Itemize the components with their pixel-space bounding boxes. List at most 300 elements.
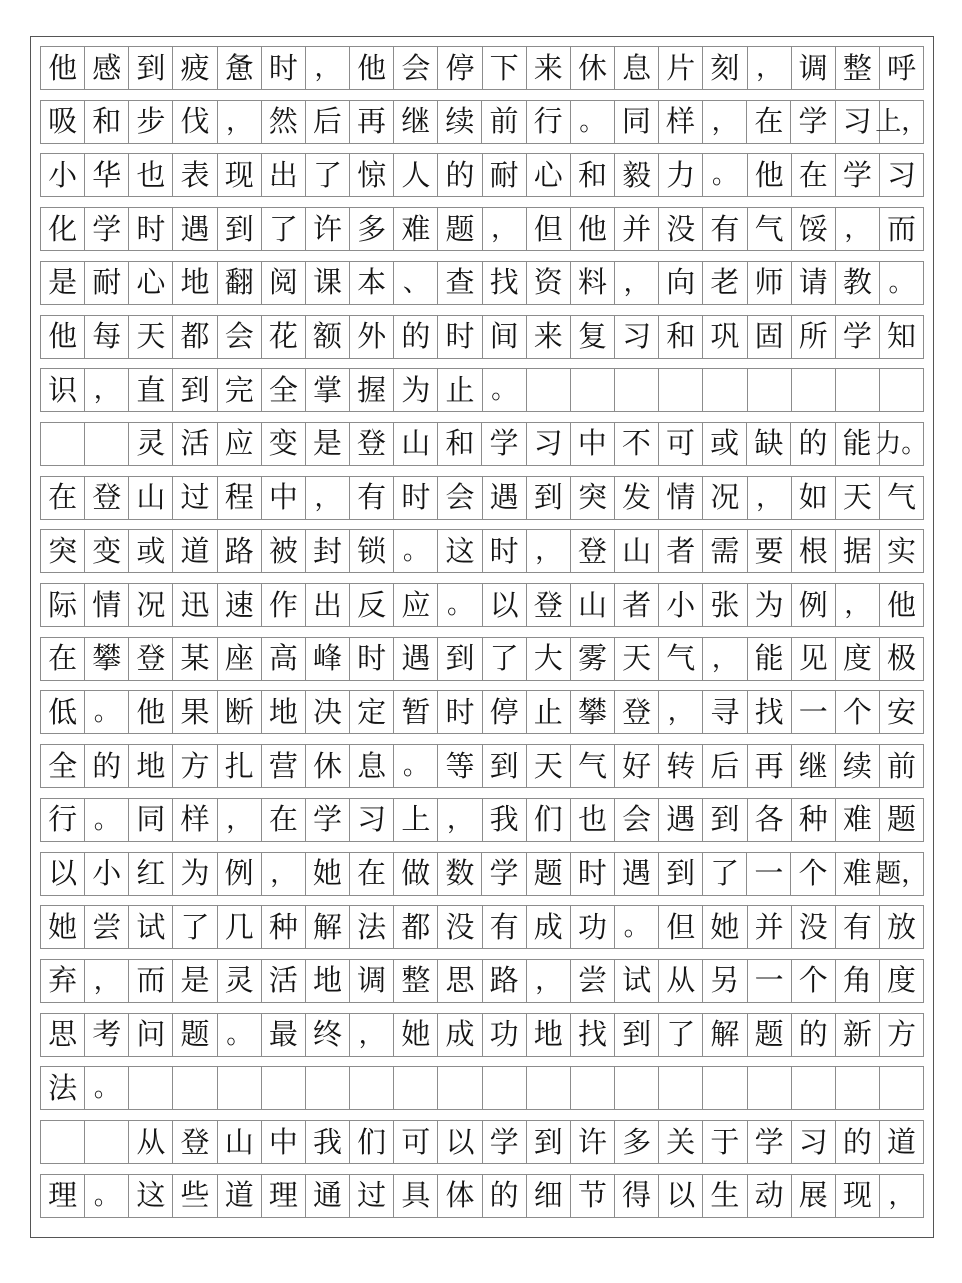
grid-cell: 活 xyxy=(262,960,306,1002)
grid-cell: 完 xyxy=(218,369,262,411)
grid-cell: 这 xyxy=(438,530,482,572)
text-line xyxy=(40,959,924,1003)
grid-cell: 。 xyxy=(880,262,924,304)
grid-cell: 放 xyxy=(880,906,924,948)
grid-cell xyxy=(262,1067,306,1109)
grid-cell: ， xyxy=(85,960,129,1002)
grid-cell: 下 xyxy=(483,47,527,89)
grid-cell: 灵 xyxy=(218,960,262,1002)
grid-cell: 止 xyxy=(438,369,482,411)
grid-cell xyxy=(659,369,703,411)
grid-cell: 没 xyxy=(438,906,482,948)
grid-cell: 。 xyxy=(571,101,615,143)
grid-cell: 雾 xyxy=(571,638,615,680)
grid-cell: 时 xyxy=(438,316,482,358)
grid-cell: 通 xyxy=(306,1175,350,1217)
grid-cell: 气 xyxy=(571,745,615,787)
grid-cell: 她 xyxy=(394,1014,438,1056)
grid-cell: 学 xyxy=(748,1121,792,1163)
grid-cell: 登 xyxy=(571,530,615,572)
grid-cell: 在 xyxy=(41,638,85,680)
grid-cell: 变 xyxy=(262,423,306,465)
grid-cell: 上， xyxy=(880,101,924,143)
grid-cell xyxy=(306,1067,350,1109)
grid-cell: 到 xyxy=(483,745,527,787)
grid-cell: 难 xyxy=(394,208,438,250)
grid-cell: 识 xyxy=(41,369,85,411)
grid-cell xyxy=(880,369,924,411)
grid-cell: 生 xyxy=(703,1175,747,1217)
grid-cell: 天 xyxy=(527,745,571,787)
grid-cell: 可 xyxy=(394,1121,438,1163)
grid-cell: 一 xyxy=(747,853,791,895)
grid-cell xyxy=(880,1067,924,1109)
grid-cell: 许 xyxy=(571,1121,615,1163)
grid-cell: 她 xyxy=(703,906,747,948)
grid-cell: 来 xyxy=(527,316,571,358)
grid-cell: 登 xyxy=(129,638,173,680)
grid-cell: ， xyxy=(527,960,571,1002)
grid-cell: ， xyxy=(306,477,350,519)
grid-cell: 中 xyxy=(262,477,306,519)
grid-cell: 都 xyxy=(173,316,217,358)
grid-cell: 心 xyxy=(527,154,571,196)
text-line xyxy=(40,1013,924,1057)
grid-cell: 有 xyxy=(483,906,527,948)
grid-cell: 中 xyxy=(262,1121,306,1163)
grid-cell: 外 xyxy=(350,316,394,358)
grid-cell: 时 xyxy=(262,47,306,89)
grid-cell: 上 xyxy=(394,799,438,841)
grid-cell: 会 xyxy=(615,799,659,841)
grid-cell: 找 xyxy=(571,1014,615,1056)
text-line xyxy=(40,905,924,949)
grid-cell: 角 xyxy=(836,960,880,1002)
grid-cell: 来 xyxy=(527,47,571,89)
grid-cell: 惫 xyxy=(218,47,262,89)
grid-cell: 在 xyxy=(747,101,791,143)
grid-cell: 等 xyxy=(438,745,482,787)
grid-cell xyxy=(703,369,747,411)
grid-cell: 了 xyxy=(659,1014,703,1056)
grid-cell: ， xyxy=(350,1014,394,1056)
grid-cell: 找 xyxy=(748,691,792,733)
grid-cell: 再 xyxy=(748,745,792,787)
grid-cell: 节 xyxy=(571,1175,615,1217)
text-line xyxy=(40,315,924,359)
grid-cell: 应 xyxy=(394,584,438,626)
grid-cell: 学 xyxy=(482,853,526,895)
grid-cell: 地 xyxy=(129,745,173,787)
grid-cell: 也 xyxy=(571,799,615,841)
grid-cell: 理 xyxy=(41,1175,85,1217)
grid-cell: 花 xyxy=(262,316,306,358)
grid-cell: 从 xyxy=(129,1121,173,1163)
text-line xyxy=(40,46,924,90)
grid-cell: 在 xyxy=(262,799,306,841)
grid-cell: 息 xyxy=(615,47,659,89)
grid-cell: ， xyxy=(306,47,350,89)
grid-cell: ， xyxy=(262,853,306,895)
grid-cell: 和 xyxy=(571,154,615,196)
grid-cell: 的 xyxy=(483,1175,527,1217)
grid-cell: 地 xyxy=(173,262,217,304)
grid-cell: 山 xyxy=(615,530,659,572)
grid-cell: 这 xyxy=(129,1175,173,1217)
grid-cell xyxy=(218,1067,262,1109)
grid-cell: 地 xyxy=(306,960,350,1002)
grid-cell: 行 xyxy=(527,101,571,143)
grid-cell: 他 xyxy=(571,208,615,250)
grid-cell: 具 xyxy=(394,1175,438,1217)
grid-cell: 以 xyxy=(438,1121,482,1163)
grid-cell: 整 xyxy=(836,47,880,89)
grid-cell: 续 xyxy=(836,745,880,787)
grid-cell: 个 xyxy=(791,853,835,895)
grid-cell: 。 xyxy=(615,906,659,948)
grid-cell xyxy=(527,1067,571,1109)
grid-cell: 过 xyxy=(173,477,217,519)
grid-cell: 。 xyxy=(85,799,129,841)
grid-cell: 学 xyxy=(836,316,880,358)
grid-cell: 成 xyxy=(438,1014,482,1056)
grid-cell: 习 xyxy=(836,101,880,143)
grid-cell: 度 xyxy=(836,638,880,680)
grid-cell: 活 xyxy=(173,423,217,465)
grid-cell: 试 xyxy=(615,960,659,1002)
grid-cell: 小 xyxy=(659,584,703,626)
grid-cell: 不 xyxy=(615,423,659,465)
grid-cell: 到 xyxy=(218,208,262,250)
grid-cell: 新 xyxy=(836,1014,880,1056)
grid-cell xyxy=(659,1067,703,1109)
grid-cell: 间 xyxy=(483,316,527,358)
grid-cell: 前 xyxy=(880,745,924,787)
grid-cell: 整 xyxy=(394,960,438,1002)
grid-cell: ， xyxy=(659,691,703,733)
grid-cell: 她 xyxy=(41,906,85,948)
grid-cell: 高 xyxy=(262,638,306,680)
grid-cell: 根 xyxy=(792,530,836,572)
grid-cell: ， xyxy=(218,101,262,143)
grid-cell: 化 xyxy=(41,208,85,250)
grid-cell: 一 xyxy=(748,960,792,1002)
grid-cell: 山 xyxy=(571,584,615,626)
grid-cell: 缺 xyxy=(747,423,791,465)
grid-cell: 道 xyxy=(880,1121,924,1163)
grid-cell: 题 xyxy=(748,1014,792,1056)
grid-cell: 耐 xyxy=(483,154,527,196)
grid-cell: 直 xyxy=(129,369,173,411)
grid-cell: 。 xyxy=(394,745,438,787)
grid-cell: 感 xyxy=(85,47,129,89)
grid-cell: 他 xyxy=(350,47,394,89)
grid-cell: 。 xyxy=(85,1067,129,1109)
grid-cell: 习 xyxy=(615,316,659,358)
grid-cell xyxy=(615,369,659,411)
grid-cell: 。 xyxy=(218,1014,262,1056)
grid-cell: 以 xyxy=(483,584,527,626)
text-line xyxy=(40,1174,924,1218)
grid-cell: 课 xyxy=(306,262,350,304)
grid-cell: 突 xyxy=(571,477,615,519)
grid-cell: 另 xyxy=(703,960,747,1002)
grid-cell: 停 xyxy=(483,691,527,733)
grid-cell: 个 xyxy=(792,960,836,1002)
grid-cell: 的 xyxy=(792,1014,836,1056)
grid-cell xyxy=(438,1067,482,1109)
grid-cell: 休 xyxy=(571,47,615,89)
grid-cell: 可 xyxy=(659,423,703,465)
grid-cell: 然 xyxy=(262,101,306,143)
grid-cell: 本 xyxy=(350,262,394,304)
grid-cell: 有 xyxy=(350,477,394,519)
grid-cell: 有 xyxy=(703,208,747,250)
grid-cell: 表 xyxy=(173,154,217,196)
grid-cell: 各 xyxy=(748,799,792,841)
grid-cell: 和 xyxy=(438,423,482,465)
grid-cell: 。 xyxy=(394,530,438,572)
grid-cell: 地 xyxy=(262,691,306,733)
grid-cell: 些 xyxy=(173,1175,217,1217)
grid-cell: 他 xyxy=(129,691,173,733)
grid-cell xyxy=(41,423,85,465)
grid-cell: 种 xyxy=(262,906,306,948)
grid-cell: 攀 xyxy=(85,638,129,680)
grid-cell xyxy=(703,1067,747,1109)
grid-cell: 力。 xyxy=(880,423,924,465)
grid-cell: 红 xyxy=(129,853,173,895)
grid-cell: 体 xyxy=(438,1175,482,1217)
grid-cell: 们 xyxy=(350,1121,394,1163)
grid-cell: 。 xyxy=(85,691,129,733)
grid-cell: 是 xyxy=(41,262,85,304)
grid-cell: 或 xyxy=(129,530,173,572)
grid-cell: 天 xyxy=(129,316,173,358)
grid-cell: 他 xyxy=(41,316,85,358)
grid-cell: 山 xyxy=(129,477,173,519)
grid-cell: 为 xyxy=(748,584,792,626)
grid-cell: ， xyxy=(748,47,792,89)
grid-cell: 没 xyxy=(659,208,703,250)
grid-cell: 了 xyxy=(306,154,350,196)
grid-cell: 弃 xyxy=(41,960,85,1002)
grid-cell: 学 xyxy=(791,101,835,143)
grid-cell: 尝 xyxy=(571,960,615,1002)
grid-cell: 得 xyxy=(615,1175,659,1217)
grid-cell: 天 xyxy=(615,638,659,680)
grid-cell: 动 xyxy=(748,1175,792,1217)
grid-cell: 的 xyxy=(791,423,835,465)
grid-cell: 题 xyxy=(173,1014,217,1056)
grid-cell: 方 xyxy=(173,745,217,787)
grid-cell: 而 xyxy=(880,208,924,250)
grid-cell: ， xyxy=(615,262,659,304)
grid-cell: 变 xyxy=(85,530,129,572)
grid-cell: 功 xyxy=(483,1014,527,1056)
grid-cell: 或 xyxy=(703,423,747,465)
grid-cell: 难 xyxy=(836,799,880,841)
grid-cell: 没 xyxy=(792,906,836,948)
grid-cell: 和 xyxy=(659,316,703,358)
grid-cell: 难 xyxy=(836,853,880,895)
grid-cell: 扎 xyxy=(218,745,262,787)
grid-cell: 者 xyxy=(615,584,659,626)
grid-cell: 为 xyxy=(394,369,438,411)
grid-cell: 到 xyxy=(615,1014,659,1056)
grid-cell: 心 xyxy=(129,262,173,304)
grid-cell: 法 xyxy=(350,906,394,948)
grid-cell: 同 xyxy=(129,799,173,841)
grid-cell: 例 xyxy=(792,584,836,626)
grid-cell: 呼 xyxy=(880,47,924,89)
grid-cell: 能 xyxy=(836,423,880,465)
grid-cell xyxy=(41,1121,85,1163)
grid-cell: 从 xyxy=(659,960,703,1002)
grid-cell: 一 xyxy=(792,691,836,733)
grid-cell: 样 xyxy=(173,799,217,841)
grid-cell: 他 xyxy=(41,47,85,89)
grid-cell: 所 xyxy=(792,316,836,358)
grid-cell: 时 xyxy=(350,638,394,680)
grid-cell: 继 xyxy=(792,745,836,787)
grid-cell: 力 xyxy=(659,154,703,196)
grid-cell: 方 xyxy=(880,1014,924,1056)
grid-cell: 暂 xyxy=(394,691,438,733)
grid-cell: 休 xyxy=(306,745,350,787)
grid-cell xyxy=(836,1067,880,1109)
grid-cell: 许 xyxy=(306,208,350,250)
grid-cell: 极 xyxy=(880,638,924,680)
grid-cell: 到 xyxy=(129,47,173,89)
grid-cell: ， xyxy=(836,584,880,626)
grid-cell: 时 xyxy=(483,530,527,572)
text-line xyxy=(40,1120,924,1164)
text-line xyxy=(40,153,924,197)
grid-cell: 遇 xyxy=(483,477,527,519)
text-line xyxy=(40,583,924,627)
grid-cell: 见 xyxy=(792,638,836,680)
grid-cell: 山 xyxy=(394,423,438,465)
grid-cell: 后 xyxy=(703,745,747,787)
grid-cell: ， xyxy=(880,1175,924,1217)
grid-cell: 地 xyxy=(527,1014,571,1056)
grid-cell: ， xyxy=(703,638,747,680)
grid-cell: 气 xyxy=(880,477,924,519)
grid-cell: 了 xyxy=(483,638,527,680)
grid-cell: 翻 xyxy=(218,262,262,304)
grid-cell: 到 xyxy=(659,853,703,895)
grid-cell: 巩 xyxy=(703,316,747,358)
grid-cell: 转 xyxy=(659,745,703,787)
grid-cell: 解 xyxy=(703,1014,747,1056)
grid-cell: 时 xyxy=(438,691,482,733)
grid-cell: 惊 xyxy=(350,154,394,196)
grid-cell: 是 xyxy=(306,423,350,465)
grid-cell: 到 xyxy=(438,638,482,680)
grid-cell xyxy=(483,1067,527,1109)
grid-cell: 馁 xyxy=(792,208,836,250)
grid-cell: 过 xyxy=(350,1175,394,1217)
grid-cell: 灵 xyxy=(129,423,173,465)
grid-cell: 们 xyxy=(527,799,571,841)
grid-cell: 疲 xyxy=(173,47,217,89)
grid-cell: 他 xyxy=(880,584,924,626)
grid-cell: 遇 xyxy=(394,638,438,680)
grid-cell xyxy=(748,369,792,411)
grid-cell: 刻 xyxy=(703,47,747,89)
text-line xyxy=(40,1066,924,1110)
grid-cell: 而 xyxy=(129,960,173,1002)
grid-cell: 小 xyxy=(85,853,129,895)
grid-cell: 全 xyxy=(262,369,306,411)
grid-cell: 题， xyxy=(880,853,924,895)
grid-cell: 复 xyxy=(571,316,615,358)
grid-cell: 某 xyxy=(173,638,217,680)
grid-cell: 出 xyxy=(306,584,350,626)
grid-cell: 到 xyxy=(527,1121,571,1163)
grid-cell xyxy=(350,1067,394,1109)
grid-cell: 我 xyxy=(306,1121,350,1163)
grid-cell: 定 xyxy=(350,691,394,733)
grid-cell: 。 xyxy=(703,154,747,196)
grid-cell: 题 xyxy=(438,208,482,250)
grid-cell: 到 xyxy=(527,477,571,519)
grid-cell xyxy=(129,1067,173,1109)
grid-cell: 功 xyxy=(571,906,615,948)
grid-cell: 息 xyxy=(350,745,394,787)
text-line xyxy=(40,368,924,412)
grid-cell: 种 xyxy=(792,799,836,841)
grid-cell: 师 xyxy=(748,262,792,304)
grid-cell: 好 xyxy=(615,745,659,787)
grid-cell: 际 xyxy=(41,584,85,626)
text-line xyxy=(40,100,928,144)
grid-cell: 解 xyxy=(306,906,350,948)
grid-cell: 大 xyxy=(527,638,571,680)
grid-cell: 前 xyxy=(482,101,526,143)
grid-cell xyxy=(527,369,571,411)
grid-cell: 时 xyxy=(571,853,615,895)
grid-cell: 向 xyxy=(659,262,703,304)
grid-cell: 尝 xyxy=(85,906,129,948)
grid-cell: 中 xyxy=(571,423,615,465)
grid-cell: 遇 xyxy=(173,208,217,250)
grid-cell: 应 xyxy=(218,423,262,465)
grid-cell: 为 xyxy=(173,853,217,895)
grid-cell: 细 xyxy=(527,1175,571,1217)
grid-cell: 是 xyxy=(173,960,217,1002)
grid-cell: 试 xyxy=(129,906,173,948)
grid-cell: 营 xyxy=(262,745,306,787)
grid-cell: 会 xyxy=(218,316,262,358)
grid-cell: 思 xyxy=(438,960,482,1002)
grid-cell: ， xyxy=(703,101,747,143)
grid-cell: 到 xyxy=(703,799,747,841)
grid-cell: 掌 xyxy=(306,369,350,411)
grid-cell: 山 xyxy=(218,1121,262,1163)
grid-cell: 握 xyxy=(350,369,394,411)
grid-cell: 会 xyxy=(394,47,438,89)
grid-cell: 阅 xyxy=(262,262,306,304)
grid-cell: 多 xyxy=(615,1121,659,1163)
grid-cell: 气 xyxy=(659,638,703,680)
grid-cell: 据 xyxy=(836,530,880,572)
grid-cell: 发 xyxy=(615,477,659,519)
grid-cell: 登 xyxy=(173,1121,217,1163)
grid-cell: 被 xyxy=(262,530,306,572)
grid-cell: 。 xyxy=(85,1175,129,1217)
